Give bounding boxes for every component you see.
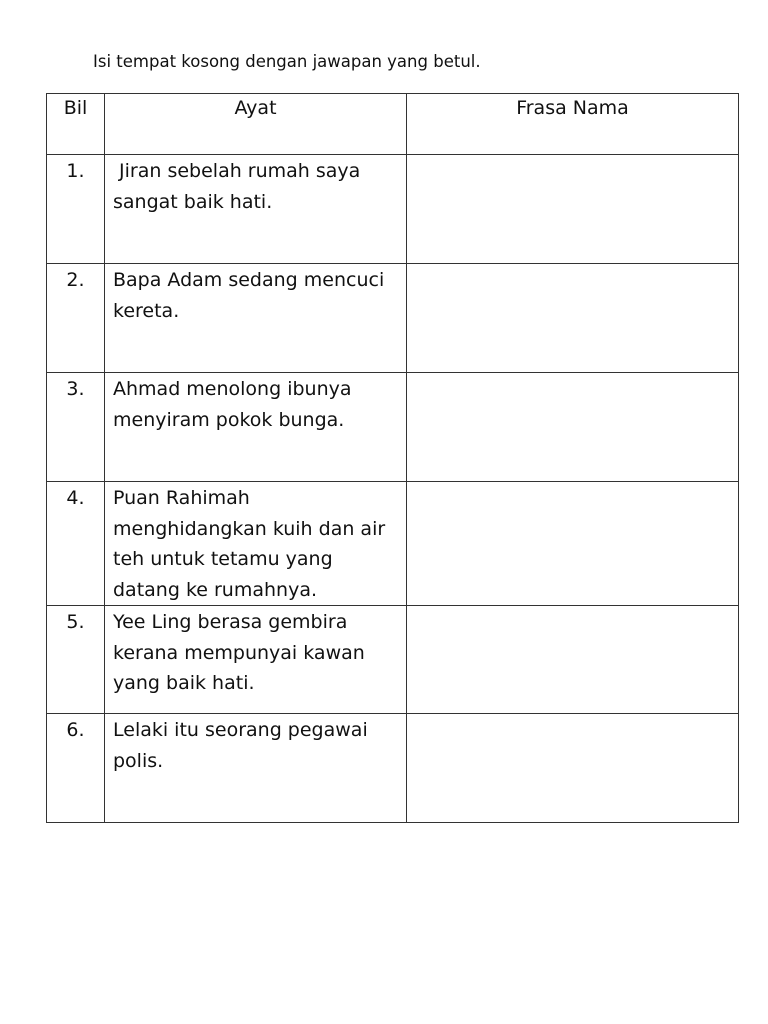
instruction-text: Isi tempat kosong dengan jawapan yang betul. [93,52,481,71]
answer-cell[interactable] [407,606,739,714]
table-row [47,482,739,606]
answer-cell[interactable] [407,714,739,823]
row-sentence: Jiran sebelah rumah saya sangat baik hati. [105,155,407,264]
row-number: 4. [47,482,105,606]
table-row [47,373,739,482]
row-sentence: Yee Ling berasa gembira kerana mempunyai kawan yang baik hati. [105,606,407,714]
table-row [47,606,739,714]
table-row [47,714,739,823]
row-sentence: Puan Rahimah menghidangkan kuih dan air teh untuk tetamu yang datang ke rumahnya. [105,482,407,606]
row-number: 3. [47,373,105,482]
header-frasa-nama: Frasa Nama [407,94,739,155]
row-sentence: Lelaki itu seorang pegawai polis. [105,714,407,823]
row-number: 5. [47,606,105,714]
header-ayat: Ayat [105,94,407,155]
answer-cell[interactable] [407,482,739,606]
answer-cell[interactable] [407,155,739,264]
row-number: 1. [47,155,105,264]
row-sentence: Bapa Adam sedang mencuci kereta. [105,264,407,373]
answer-cell[interactable] [407,373,739,482]
table-header-row [47,94,739,155]
row-number: 6. [47,714,105,823]
worksheet-table [46,93,739,823]
header-bil: Bil [47,94,105,155]
answer-cell[interactable] [407,264,739,373]
row-number: 2. [47,264,105,373]
row-sentence: Ahmad menolong ibunya menyiram pokok bunga. [105,373,407,482]
table-row [47,264,739,373]
table-row [47,155,739,264]
